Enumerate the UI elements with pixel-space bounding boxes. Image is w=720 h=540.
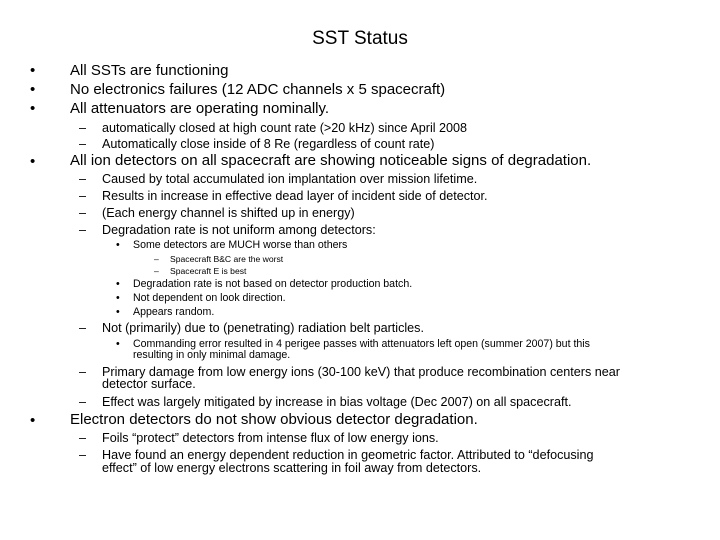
sub-bullet-text: (Each energy channel is shifted up in energy) <box>102 206 355 220</box>
sub-bullet-text: Degradation rate is not uniform among detectors: <box>102 223 376 237</box>
dash-marker: – <box>79 365 87 379</box>
bullet-marker: • <box>30 412 36 429</box>
slide-title: SST Status <box>312 28 408 49</box>
dash-marker: – <box>79 137 87 151</box>
bullet-marker: • <box>116 239 120 251</box>
dash-marker: – <box>154 266 159 276</box>
bullet-text: All SSTs are functioning <box>70 62 229 79</box>
dash-marker: – <box>79 206 87 220</box>
level3-text: resulting in only minimal damage. <box>133 349 291 361</box>
bullet-marker: • <box>30 100 36 117</box>
dash-marker: – <box>79 431 87 445</box>
sub-bullet-text: Caused by total accumulated ion implantation over mission lifetime. <box>102 172 478 186</box>
bullet-marker: • <box>30 81 36 98</box>
level3-text: Not dependent on look direction. <box>133 292 286 304</box>
bullet-marker: • <box>30 153 36 170</box>
sub-bullet-text: detector surface. <box>102 377 196 391</box>
dash-marker: – <box>79 223 87 237</box>
sub-bullet-text: Have found an energy dependent reduction in geometric factor. Attributed to “defocusing <box>102 448 594 462</box>
bullet-marker: • <box>30 62 36 79</box>
bullet-text: Electron detectors do not show obvious detector degradation. <box>70 411 478 428</box>
sub-bullet-text: Primary damage from low energy ions (30-100 keV) that produce recombination centers near <box>102 365 620 379</box>
sub-bullet-text: automatically closed at high count rate (>20 kHz) since April 2008 <box>102 121 468 135</box>
sub-bullet-text: effect” of low energy electrons scattering in foil away from detectors. <box>102 461 482 475</box>
bullet-marker: • <box>116 338 120 350</box>
level4-text: Spacecraft B&C are the worst <box>170 254 284 264</box>
dash-marker: – <box>154 254 159 264</box>
level3-text: Commanding error resulted in 4 perigee passes with attenuators left open (summer 2007) but this <box>133 338 590 350</box>
dash-marker: – <box>79 321 87 335</box>
sub-bullet-text: Effect was largely mitigated by increase in bias voltage (Dec 2007) on all spacecraft. <box>102 395 572 409</box>
bullet-marker: • <box>116 306 120 318</box>
bullet-text: No electronics failures (12 ADC channels x 5 spacecraft) <box>70 81 446 98</box>
dash-marker: – <box>79 395 87 409</box>
bullet-marker: • <box>116 278 120 290</box>
dash-marker: – <box>79 448 87 462</box>
dash-marker: – <box>79 189 87 203</box>
sub-bullet-text: Foils “protect” detectors from intense flux of low energy ions. <box>102 431 439 445</box>
sub-bullet-text: Not (primarily) due to (penetrating) radiation belt particles. <box>102 321 424 335</box>
bullet-text: All attenuators are operating nominally. <box>70 100 330 117</box>
dash-marker: – <box>79 121 87 135</box>
bullet-marker: • <box>116 292 120 304</box>
sub-bullet-text: Results in increase in effective dead layer of incident side of detector. <box>102 189 488 203</box>
level4-text: Spacecraft E is best <box>170 266 247 276</box>
sub-bullet-text: Automatically close inside of 8 Re (regardless of count rate) <box>102 137 435 151</box>
level3-text: Appears random. <box>133 306 215 318</box>
level3-text: Some detectors are MUCH worse than others <box>133 239 348 251</box>
level3-text: Degradation rate is not based on detector production batch. <box>133 278 413 290</box>
dash-marker: – <box>79 172 87 186</box>
bullet-text: All ion detectors on all spacecraft are showing noticeable signs of degradation. <box>70 152 592 169</box>
